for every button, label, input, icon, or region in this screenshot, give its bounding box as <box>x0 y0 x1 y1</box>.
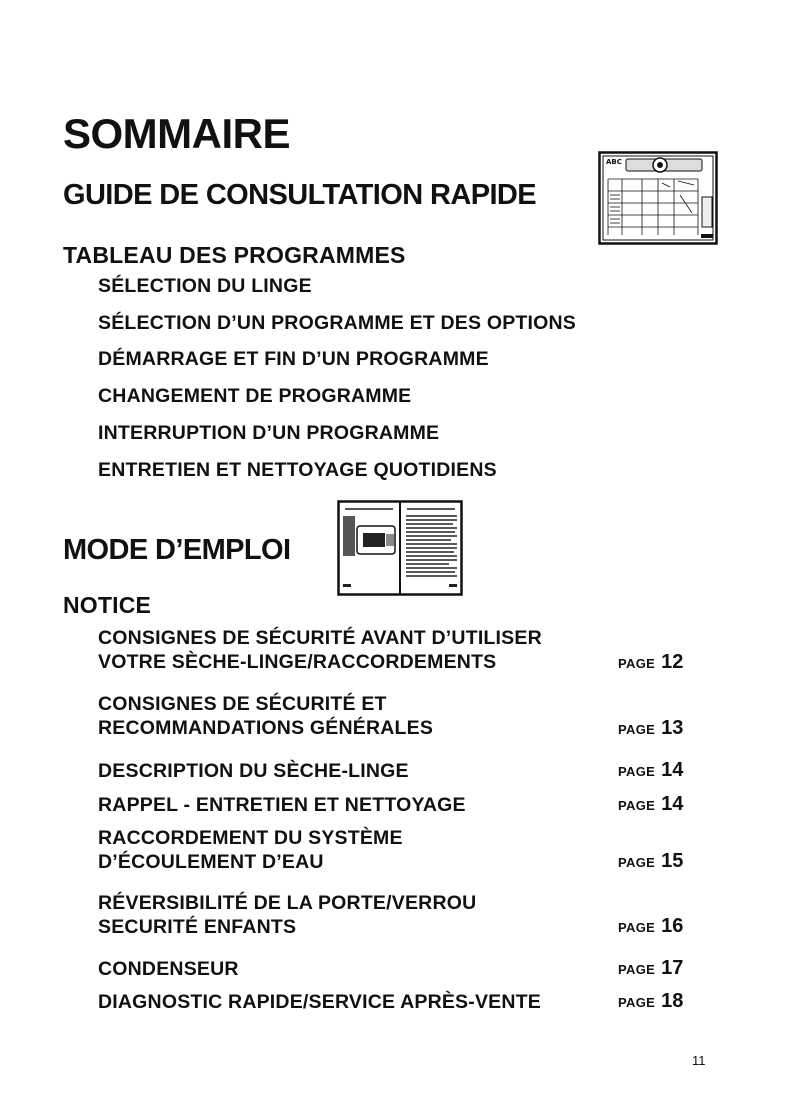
manual-subheading: NOTICE <box>63 592 152 618</box>
page-label: PAGE <box>618 920 656 935</box>
manual-item-8-page-ref <box>618 990 683 1013</box>
manual-item-6-page-ref <box>618 915 683 938</box>
page-label: PAGE <box>618 764 656 779</box>
manual-booklet-illustration <box>337 500 463 596</box>
quick-guide-item-6: ENTRETIEN ET NETTOYAGE QUOTIDIENS <box>98 459 497 481</box>
page-number-ref: 12 <box>661 651 684 673</box>
quick-guide-item-3: DÉMARRAGE ET FIN D’UN PROGRAMME <box>98 348 489 370</box>
manual-item-2 <box>98 692 433 740</box>
manual-item-5-page-ref <box>618 850 683 873</box>
page-number-ref: 15 <box>661 850 684 872</box>
manual-item-4-page-ref <box>618 793 683 816</box>
quick-guide-heading: GUIDE DE CONSULTATION RAPIDE <box>63 179 536 211</box>
manual-item-3-line-1: DESCRIPTION DU SÈCHE-LINGE <box>98 760 409 782</box>
quick-guide-card-illustration <box>598 151 718 245</box>
manual-item-1 <box>98 626 542 674</box>
page-number-ref: 16 <box>661 915 684 937</box>
page-number-ref: 18 <box>661 990 684 1012</box>
manual-heading: MODE D’EMPLOI <box>63 534 291 566</box>
manual-item-5-line-1: RACCORDEMENT DU SYSTÈME <box>98 827 403 849</box>
page-number-ref: 14 <box>661 793 684 815</box>
manual-item-6 <box>98 891 476 939</box>
manual-item-7-line-1: CONDENSEUR <box>98 958 239 980</box>
page-title: SOMMAIRE <box>63 110 290 157</box>
manual-item-7 <box>98 957 239 981</box>
manual-item-1-line-1: CONSIGNES DE SÉCURITÉ AVANT D’UTILISER <box>98 627 542 649</box>
manual-item-4 <box>98 793 466 817</box>
manual-item-2-page-ref <box>618 717 683 740</box>
page-label: PAGE <box>618 722 656 737</box>
quick-guide-item-5: INTERRUPTION D’UN PROGRAMME <box>98 422 440 444</box>
manual-item-6-line-1: RÉVERSIBILITÉ DE LA PORTE/VERROU <box>98 892 477 914</box>
manual-item-5 <box>98 826 403 874</box>
page-label: PAGE <box>618 656 656 671</box>
manual-item-3 <box>98 759 409 783</box>
manual-item-4-line-1: RAPPEL - ENTRETIEN ET NETTOYAGE <box>98 794 466 816</box>
manual-item-8-line-1: DIAGNOSTIC RAPIDE/SERVICE APRÈS-VENTE <box>98 991 541 1013</box>
quick-guide-item-4: CHANGEMENT DE PROGRAMME <box>98 385 412 407</box>
manual-item-6-line-2: SECURITÉ ENFANTS <box>98 916 297 938</box>
manual-item-8 <box>98 990 541 1014</box>
page-label: PAGE <box>618 962 656 977</box>
page-label: PAGE <box>618 995 656 1010</box>
quick-guide-subheading: TABLEAU DES PROGRAMMES <box>63 242 406 268</box>
manual-item-1-page-ref <box>618 651 683 674</box>
page-label: PAGE <box>618 798 656 813</box>
manual-item-1-line-2: VOTRE SÈCHE-LINGE/RACCORDEMENTS <box>98 651 497 673</box>
page-number-ref: 17 <box>661 957 684 979</box>
page-number-ref: 14 <box>661 759 684 781</box>
manual-item-3-page-ref <box>618 759 683 782</box>
page-number: 11 <box>692 1053 706 1068</box>
quick-guide-item-2: SÉLECTION D’UN PROGRAMME ET DES OPTIONS <box>98 312 576 334</box>
page-number-ref: 13 <box>661 717 684 739</box>
page-label: PAGE <box>618 855 656 870</box>
quick-guide-item-1: SÉLECTION DU LINGE <box>98 275 312 297</box>
card-abc-label: ABC <box>606 158 622 166</box>
manual-item-2-line-2: RECOMMANDATIONS GÉNÉRALES <box>98 717 434 739</box>
manual-item-5-line-2: D’ÉCOULEMENT D’EAU <box>98 851 324 873</box>
manual-item-7-page-ref <box>618 957 683 980</box>
manual-item-2-line-1: CONSIGNES DE SÉCURITÉ ET <box>98 693 387 715</box>
